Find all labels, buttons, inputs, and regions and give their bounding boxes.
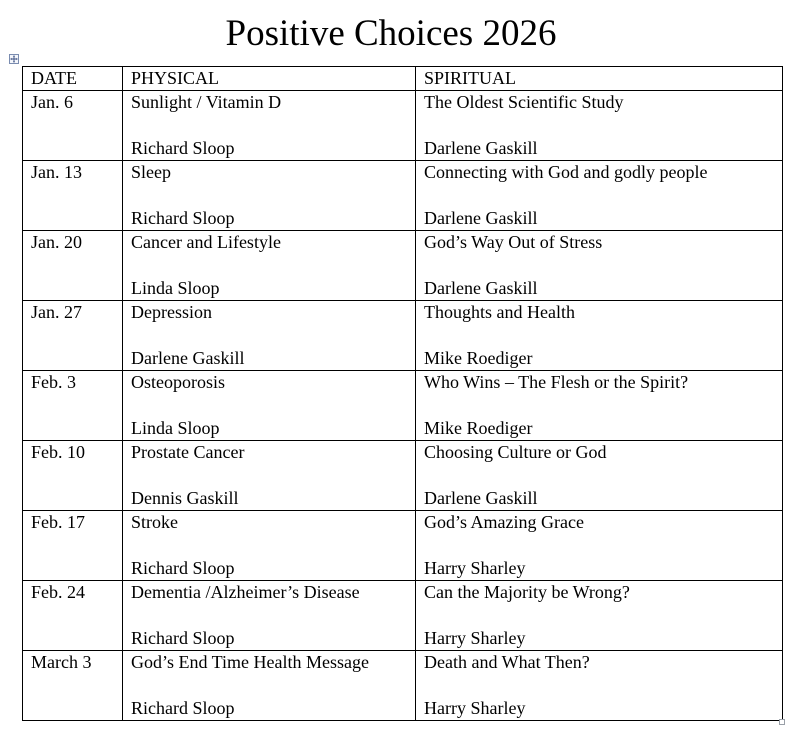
blank-line — [424, 184, 782, 207]
table-row — [23, 231, 783, 301]
spiritual-cell — [416, 371, 783, 441]
blank-line — [424, 324, 782, 347]
blank-line — [131, 184, 415, 207]
blank-line — [131, 394, 415, 417]
session-date: Feb. 10 — [31, 442, 85, 462]
date-cell — [23, 371, 123, 441]
table-header-row — [23, 67, 783, 91]
date-cell — [23, 161, 123, 231]
blank-line — [131, 604, 415, 627]
spiritual-speaker: Harry Sharley — [424, 698, 526, 718]
spiritual-cell — [416, 91, 783, 161]
physical-topic: Sleep — [131, 162, 171, 182]
physical-topic: Osteoporosis — [131, 372, 225, 392]
spiritual-speaker: Darlene Gaskill — [424, 138, 538, 158]
table-row — [23, 301, 783, 371]
blank-line — [424, 394, 782, 417]
spiritual-speaker: Darlene Gaskill — [424, 208, 538, 228]
spiritual-topic: Death and What Then? — [424, 652, 590, 672]
date-cell — [23, 581, 123, 651]
date-cell — [23, 511, 123, 581]
blank-line — [424, 604, 782, 627]
session-date: March 3 — [31, 652, 92, 672]
physical-speaker: Richard Sloop — [131, 698, 235, 718]
session-date: Jan. 13 — [31, 162, 82, 182]
blank-line — [424, 114, 782, 137]
document-title: Positive Choices 2026 — [225, 13, 557, 54]
physical-topic: Dementia /Alzheimer’s Disease — [131, 582, 360, 602]
date-cell — [23, 441, 123, 511]
physical-cell — [123, 651, 416, 721]
date-cell — [23, 651, 123, 721]
table-row — [23, 161, 783, 231]
session-date: Feb. 17 — [31, 512, 85, 532]
physical-cell — [123, 371, 416, 441]
physical-cell — [123, 231, 416, 301]
table-row — [23, 581, 783, 651]
spiritual-cell — [416, 651, 783, 721]
spiritual-topic: Connecting with God and godly people — [424, 162, 708, 182]
physical-speaker: Richard Sloop — [131, 628, 235, 648]
spiritual-topic: God’s Way Out of Stress — [424, 232, 603, 252]
spiritual-cell — [416, 581, 783, 651]
blank-line — [131, 534, 415, 557]
spiritual-topic: Choosing Culture or God — [424, 442, 607, 462]
physical-cell — [123, 161, 416, 231]
physical-speaker: Darlene Gaskill — [131, 348, 245, 368]
spiritual-cell — [416, 161, 783, 231]
spiritual-topic: Thoughts and Health — [424, 302, 575, 322]
physical-cell — [123, 511, 416, 581]
spiritual-topic: The Oldest Scientific Study — [424, 92, 624, 112]
physical-topic: Depression — [131, 302, 212, 322]
spiritual-speaker: Mike Roediger — [424, 418, 533, 438]
spiritual-topic: Can the Majority be Wrong? — [424, 582, 630, 602]
blank-line — [424, 464, 782, 487]
spiritual-cell — [416, 231, 783, 301]
spiritual-cell — [416, 301, 783, 371]
physical-cell — [123, 91, 416, 161]
physical-speaker: Richard Sloop — [131, 208, 235, 228]
physical-speaker: Richard Sloop — [131, 138, 235, 158]
header-date: DATE — [23, 67, 123, 91]
spiritual-topic: Who Wins – The Flesh or the Spirit? — [424, 372, 689, 392]
physical-topic: Cancer and Lifestyle — [131, 232, 281, 252]
session-date: Feb. 24 — [31, 582, 85, 602]
physical-cell — [123, 581, 416, 651]
blank-line — [131, 464, 415, 487]
spiritual-speaker: Harry Sharley — [424, 558, 526, 578]
physical-speaker: Linda Sloop — [131, 278, 220, 298]
spiritual-speaker: Mike Roediger — [424, 348, 533, 368]
session-date: Jan. 6 — [31, 92, 73, 112]
date-cell — [23, 231, 123, 301]
spiritual-speaker: Darlene Gaskill — [424, 278, 538, 298]
physical-topic: Stroke — [131, 512, 178, 532]
table-row — [23, 651, 783, 721]
spiritual-topic: God’s Amazing Grace — [424, 512, 584, 532]
physical-cell — [123, 441, 416, 511]
spiritual-cell — [416, 511, 783, 581]
schedule-table — [22, 66, 783, 721]
header-spiritual: SPIRITUAL — [416, 67, 783, 91]
blank-line — [131, 114, 415, 137]
blank-line — [131, 324, 415, 347]
table-row — [23, 441, 783, 511]
blank-line — [131, 674, 415, 697]
spiritual-speaker: Darlene Gaskill — [424, 488, 538, 508]
physical-speaker: Richard Sloop — [131, 558, 235, 578]
table-resize-handle-icon[interactable] — [779, 719, 785, 725]
header-physical: PHYSICAL — [123, 67, 416, 91]
session-date: Jan. 20 — [31, 232, 82, 252]
physical-cell — [123, 301, 416, 371]
blank-line — [424, 534, 782, 557]
session-date: Feb. 3 — [31, 372, 76, 392]
date-cell — [23, 301, 123, 371]
date-cell — [23, 91, 123, 161]
physical-topic: Sunlight / Vitamin D — [131, 92, 282, 112]
move-arrows-icon — [10, 55, 18, 63]
table-move-handle-icon[interactable] — [9, 54, 19, 64]
table-row — [23, 511, 783, 581]
spiritual-cell — [416, 441, 783, 511]
table-row — [23, 91, 783, 161]
physical-topic: God’s End Time Health Message — [131, 652, 369, 672]
blank-line — [424, 674, 782, 697]
table-row — [23, 371, 783, 441]
physical-speaker: Dennis Gaskill — [131, 488, 239, 508]
physical-speaker: Linda Sloop — [131, 418, 220, 438]
session-date: Jan. 27 — [31, 302, 82, 322]
blank-line — [424, 254, 782, 277]
blank-line — [131, 254, 415, 277]
physical-topic: Prostate Cancer — [131, 442, 245, 462]
spiritual-speaker: Harry Sharley — [424, 628, 526, 648]
